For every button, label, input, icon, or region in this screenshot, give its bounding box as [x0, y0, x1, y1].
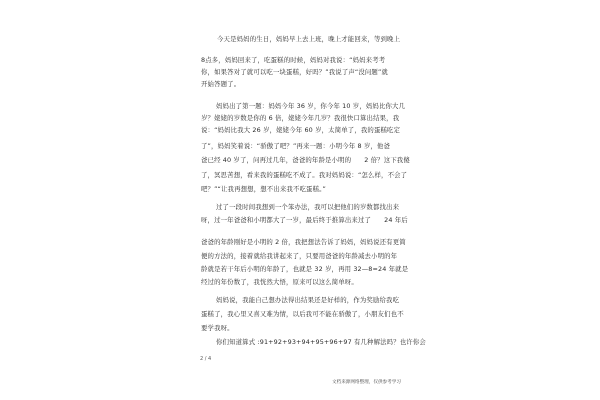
text-line: 说：“妈妈比我大 26 岁，姥姥今年 60 岁，太简单了，我的蛋糕吃定 — [201, 126, 401, 134]
text-line: 要学我呀。 — [201, 324, 234, 332]
text-line: 开始答题了。 — [201, 80, 241, 88]
page-number: 2 / 4 — [200, 356, 212, 362]
text-line: 爸爸的年龄刚好是小明的 2 倍，我把想法告诉了妈妈，妈妈说还有更简 — [201, 238, 406, 246]
text-line: 蛋糕了，我心里又喜又难为情，以后我可不能在骄傲了，小朋友们也不 — [201, 310, 404, 318]
text-line: 了”，妈妈笑着说：“骄傲了吧？”再来一题：小明今年 8 岁，他爸 — [201, 142, 391, 150]
text-line: 今天是妈妈的生日，妈妈早上去上班，晚上才能回来，等到晚上 — [217, 35, 401, 43]
text-line: 经过的年份数了，我恍然大悟，原来可以这么简单呀。 — [201, 278, 358, 286]
text-line: 你，如果答对了就可以吃一块蛋糕，好吗？”我说了声“没问题”就 — [201, 68, 388, 76]
text-line: 过了一段时间我想到一个笨办法，我可以把他们的岁数都找出来 — [216, 203, 400, 211]
text-line: 爸已经 40 岁了，问再过几年，爸爸的年龄是小明的 2 倍？这下我傻 — [201, 156, 410, 164]
text-line: 8点多，妈妈回来了，吃蛋糕的时候，妈妈对我说：“妈妈来考考 — [201, 56, 386, 64]
text-line: 你们知道算式 :91+92+93+94+95+96+97 有几种解法吗？也许你会 — [216, 338, 426, 346]
text-line: 岁？姥姥的岁数是你的 6 倍，姥姥今年几岁？我很快口算出结果，我 — [201, 114, 400, 122]
text-line: 呀，过一年爸爸和小明都大了一岁，最后终于推算出来过了 24 年后 — [201, 216, 408, 224]
text-line: 妈妈说，我能自己想办法得出结果还是好样的，作为奖励给我吃 — [216, 296, 400, 304]
text-line: 便的方法的，接着就给我讲起来了，只要用爸爸的年龄减去小明的年 — [201, 252, 398, 260]
text-line: 妈妈出了第一题：妈妈今年 36 岁，你今年 10 岁，妈妈比你大几 — [216, 102, 406, 110]
footer-note: 文档来源网络整理，仅供参考学习 — [332, 380, 401, 385]
text-line: 了，冥思苦想，看来我的蛋糕吃不成了。我对妈妈说：“怎么样，不会了 — [201, 171, 408, 179]
text-line: 吧？”“让我再想想，想不出来我不吃蛋糕。” — [201, 185, 326, 193]
text-line: 龄就是若干年后小明的年龄了，也就是 32 岁，再用 32—8=24 年就是 — [201, 265, 409, 273]
